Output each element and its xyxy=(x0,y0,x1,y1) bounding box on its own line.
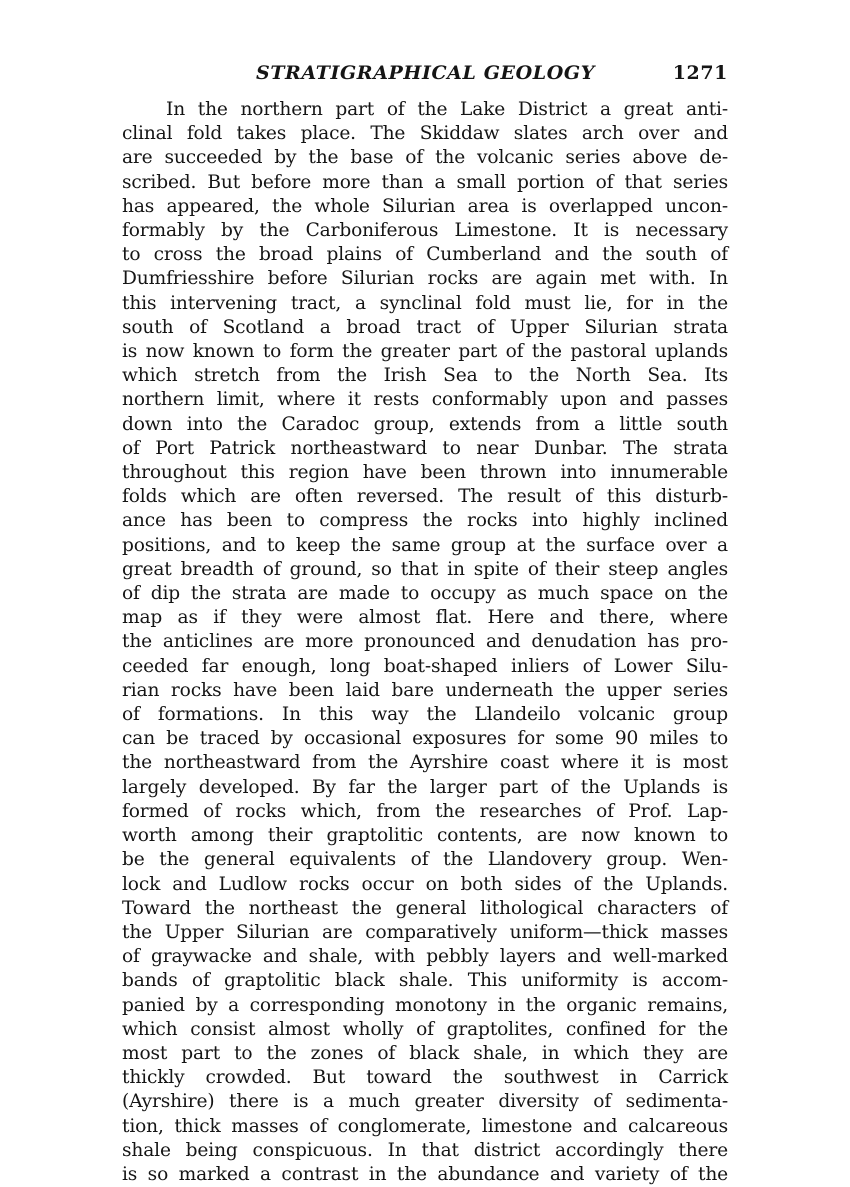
text-line: northern limit, where it rests conformably upon and passes xyxy=(122,389,728,411)
text-line: is so marked a contrast in the abundance and variety of the xyxy=(122,1163,728,1185)
text-line: worth among their graptolitic contents, are now known to xyxy=(122,825,728,847)
running-head xyxy=(122,62,728,88)
text-line: throughout this region have been thrown into innumerable xyxy=(122,462,728,484)
text-line: map as if they were almost flat. Here and there, where xyxy=(122,607,728,629)
text-line: which consist almost wholly of graptolites, confined for the xyxy=(122,1018,728,1040)
text-line: to cross the broad plains of Cumberland and the south of xyxy=(122,244,728,266)
text-line: formably by the Carboniferous Limestone. It is necessary xyxy=(122,220,728,242)
running-title: STRATIGRAPHICAL GEOLOGY xyxy=(256,62,595,84)
text-line: the anticlines are more pronounced and denudation has pro- xyxy=(122,631,728,653)
text-line: of formations. In this way the Llandeilo volcanic group xyxy=(122,704,728,726)
text-line: thickly crowded. But toward the southwest in Carrick xyxy=(122,1067,728,1089)
text-line: of dip the strata are made to occupy as much space on the xyxy=(122,583,728,605)
text-line: clinal fold takes place. The Skiddaw slates arch over and xyxy=(122,123,728,145)
page xyxy=(122,62,728,1187)
text-line: be the general equivalents of the Llandovery group. Wen- xyxy=(122,849,728,871)
page-number: 1271 xyxy=(672,62,728,84)
text-line: lock and Ludlow rocks occur on both sides of the Uplands. xyxy=(122,873,728,895)
text-line: shale being conspicuous. In that district accordingly there xyxy=(122,1139,728,1161)
text-line: of graywacke and shale, with pebbly layers and well-marked xyxy=(122,946,728,968)
text-line: are succeeded by the base of the volcanic series above de- xyxy=(122,147,728,169)
text-line: folds which are often reversed. The result of this disturb- xyxy=(122,486,728,508)
text-line: tion, thick masses of conglomerate, limestone and calcareous xyxy=(122,1115,728,1137)
text-line: (Ayrshire) there is a much greater diversity of sedimenta- xyxy=(122,1091,728,1113)
text-line: can be traced by occasional exposures for some 90 miles to xyxy=(122,728,728,750)
text-line: Dumfriesshire before Silurian rocks are again met with. In xyxy=(122,268,728,290)
text-line: great breadth of ground, so that in spite of their steep angles xyxy=(122,558,728,580)
text-line: positions, and to keep the same group at the surface over a xyxy=(122,534,728,556)
text-line: formed of rocks which, from the researches of Prof. Lap- xyxy=(122,800,728,822)
text-line: the northeastward from the Ayrshire coast where it is most xyxy=(122,752,728,774)
text-line: ceeded far enough, long boat-shaped inliers of Lower Silu- xyxy=(122,655,728,677)
text-line: panied by a corresponding monotony in the organic remains, xyxy=(122,994,728,1016)
text-line: bands of graptolitic black shale. This uniformity is accom- xyxy=(122,970,728,992)
text-line: the Upper Silurian are comparatively uniform—thick masses xyxy=(122,921,728,943)
text-line: has appeared, the whole Silurian area is overlapped uncon- xyxy=(122,195,728,217)
text-line: ance has been to compress the rocks into highly inclined xyxy=(122,510,728,532)
text-line: this intervening tract, a synclinal fold must lie, for in the xyxy=(122,292,728,314)
text-line: down into the Caradoc group, extends from a little south xyxy=(122,413,728,435)
text-line: rian rocks have been laid bare underneath the upper series xyxy=(122,679,728,701)
text-line: south of Scotland a broad tract of Upper Silurian strata xyxy=(122,316,728,338)
text-line: which stretch from the Irish Sea to the North Sea. Its xyxy=(122,365,728,387)
text-line: most part to the zones of black shale, in which they are xyxy=(122,1042,728,1064)
body-paragraph xyxy=(122,98,728,1187)
text-line: In the northern part of the Lake District a great anti- xyxy=(166,99,728,120)
text-line: Toward the northeast the general lithological characters of xyxy=(122,897,728,919)
text-line: is now known to form the greater part of the pastoral uplands xyxy=(122,341,728,363)
text-line: of Port Patrick northeastward to near Dunbar. The strata xyxy=(122,437,728,459)
text-line: scribed. But before more than a small portion of that series xyxy=(122,171,728,193)
text-line: largely developed. By far the larger part of the Uplands is xyxy=(122,776,728,798)
